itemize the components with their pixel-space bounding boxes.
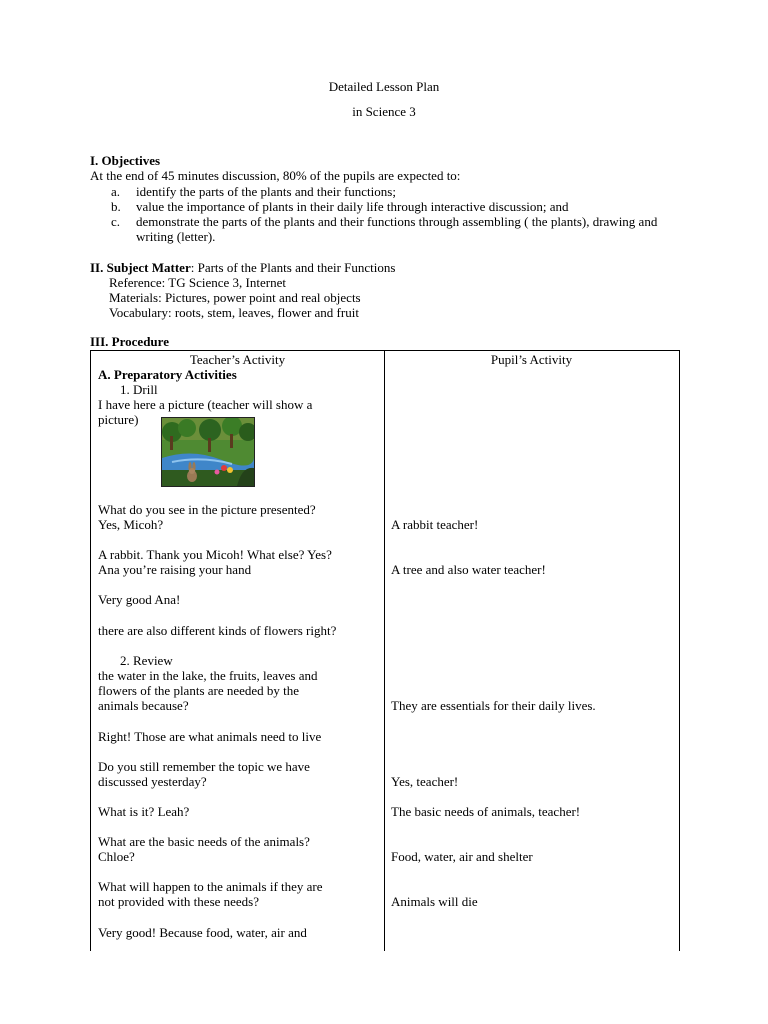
forest-picture [161,417,255,487]
vocabulary-line: Vocabulary: roots, stem, leaves, flower and fruit [109,305,359,320]
teacher-line: picture) [98,412,139,427]
list-item [111,199,671,214]
teacher-line: I have here a picture (teacher will show a [98,397,313,412]
teacher-line: Chloe? [98,849,135,864]
teacher-line: there are also different kinds of flowers right? [98,623,337,638]
pupil-line: They are essentials for their daily lives. [391,698,596,713]
materials-line: Materials: Pictures, power point and real objects [109,290,361,305]
pupil-activity-header: Pupil’s Activity [490,352,573,367]
forest-scene-illustration [162,418,254,486]
objectives-heading: I. Objectives [90,153,161,168]
preparatory-activities-heading: A. Preparatory Activities [98,367,237,382]
teacher-line: What is it? Leah? [98,804,190,819]
teacher-line: Very good Ana! [98,592,181,607]
teacher-activity-header: Teacher’s Activity [189,352,286,367]
drill-heading: 1. Drill [120,382,158,397]
teacher-line: not provided with these needs? [98,894,260,909]
teacher-line: Do you still remember the topic we have [98,759,310,774]
list-item-label: b. [111,199,121,214]
pupil-line: A tree and also water teacher! [391,562,546,577]
pupil-line: Animals will die [391,894,478,909]
subject-matter-heading: II. Subject Matter [90,260,191,275]
objectives-list [111,184,671,244]
teacher-line: Yes, Micoh? [98,517,164,532]
document-subtitle: in Science 3 [352,104,416,119]
column-divider [384,351,385,951]
subject-matter-line [90,260,395,275]
teacher-line: What are the basic needs of the animals? [98,834,310,849]
list-item-label: c. [111,214,121,229]
teacher-line: animals because? [98,698,189,713]
reference-line: Reference: TG Science 3, Internet [109,275,286,290]
list-item [111,184,671,199]
list-item [111,214,671,244]
list-item-label: a. [111,184,121,199]
pupil-line: Food, water, air and shelter [391,849,533,864]
teacher-line: Very good! Because food, water, air and [98,925,307,940]
pupil-line: Yes, teacher! [391,774,459,789]
subject-matter-value: : Parts of the Plants and their Functions [190,260,396,275]
pupil-line: The basic needs of animals, teacher! [391,804,581,819]
objectives-intro: At the end of 45 minutes discussion, 80% of the pupils are expected to: [90,168,461,183]
teacher-line: Ana you’re raising your hand [98,562,252,577]
procedure-heading: III. Procedure [90,334,169,349]
teacher-line: What will happen to the animals if they are [98,879,323,894]
teacher-line: What do you see in the picture presented? [98,502,316,517]
review-heading: 2. Review [120,653,173,668]
teacher-line: Right! Those are what animals need to live [98,729,322,744]
pupil-line: A rabbit teacher! [391,517,479,532]
teacher-line: the water in the lake, the fruits, leaves and [98,668,318,683]
list-item-text: value the importance of plants in their daily life through interactive discussion; and [136,199,569,214]
teacher-line: flowers of the plants are needed by the [98,683,300,698]
procedure-table [90,350,680,951]
list-item-text: identify the parts of the plants and their functions; [136,184,396,199]
teacher-line: A rabbit. Thank you Micoh! What else? Yes? [98,547,332,562]
teacher-line: discussed yesterday? [98,774,207,789]
document-title: Detailed Lesson Plan [328,79,440,94]
list-item-text: demonstrate the parts of the plants and their functions through assembling ( the plants), drawing and writing (letter). [136,214,658,244]
